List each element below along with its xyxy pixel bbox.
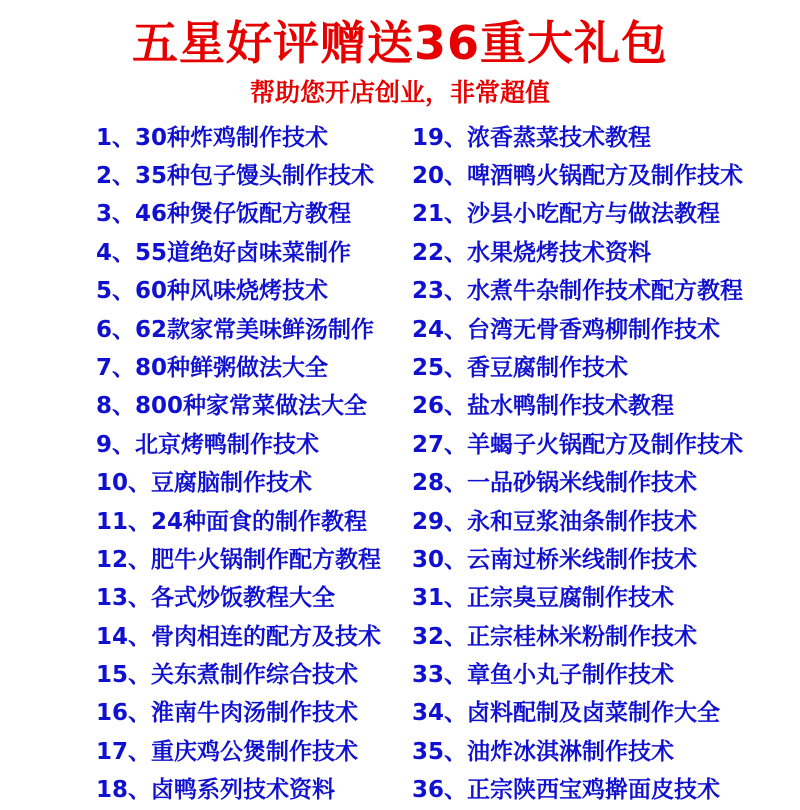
gift-list-right-column	[390, 119, 800, 810]
list-item: 25、香豆腐制作技术	[412, 354, 629, 381]
list-item: 24、台湾无骨香鸡柳制作技术	[412, 316, 721, 343]
list-item: 13、各式炒饭教程大全	[96, 585, 336, 612]
list-item: 34、卤料配制及卤菜制作大全	[412, 700, 721, 727]
list-item: 7、80种鲜粥做法大全	[96, 354, 329, 381]
list-item: 11、24种面食的制作教程	[96, 508, 368, 535]
list-item: 28、一品砂锅米线制作技术	[412, 470, 698, 497]
list-item: 30、云南过桥米线制作技术	[412, 546, 698, 573]
list-item: 31、正宗臭豆腐制作技术	[412, 585, 675, 612]
list-item: 16、淮南牛肉汤制作技术	[96, 700, 359, 727]
list-item: 15、关东煮制作综合技术	[96, 662, 359, 689]
list-item: 4、55道绝好卤味菜制作	[96, 239, 352, 266]
list-item: 23、水煮牛杂制作技术配方教程	[412, 278, 744, 305]
page-title: 五星好评赠送36重大礼包	[131, 16, 668, 70]
page-subtitle: 帮助您开店创业，非常超值	[249, 77, 550, 107]
list-item: 26、盐水鸭制作技术教程	[412, 393, 675, 420]
list-item: 19、浓香蒸菜技术教程	[412, 124, 652, 151]
list-item: 14、骨肉相连的配方及技术	[96, 623, 382, 650]
list-item: 21、沙县小吃配方与做法教程	[412, 201, 721, 228]
list-item: 6、62款家常美味鲜汤制作	[96, 316, 375, 343]
list-item: 35、油炸冰淇淋制作技术	[412, 738, 675, 765]
gift-list	[0, 115, 800, 810]
list-item: 20、啤酒鸭火锅配方及制作技术	[412, 162, 744, 189]
list-item: 36、正宗陕西宝鸡擀面皮技术	[412, 777, 721, 804]
list-item: 32、正宗桂林米粉制作技术	[412, 623, 698, 650]
list-item: 3、46种煲仔饭配方教程	[96, 201, 352, 228]
list-item: 12、肥牛火锅制作配方教程	[96, 546, 382, 573]
list-item: 33、章鱼小丸子制作技术	[412, 662, 675, 689]
list-item: 8、800种家常菜做法大全	[96, 393, 368, 420]
list-item: 29、永和豆浆油条制作技术	[412, 508, 698, 535]
list-item: 10、豆腐脑制作技术	[96, 470, 313, 497]
list-item: 2、35种包子馒头制作技术	[96, 162, 375, 189]
list-item: 27、羊蝎子火锅配方及制作技术	[412, 431, 744, 458]
list-item: 18、卤鸭系列技术资料	[96, 777, 336, 804]
list-item: 5、60种风味烧烤技术	[96, 278, 329, 305]
gift-list-left-column	[0, 119, 390, 810]
list-item: 1、30种炸鸡制作技术	[96, 124, 329, 151]
list-item: 22、水果烧烤技术资料	[412, 239, 652, 266]
list-item: 17、重庆鸡公煲制作技术	[96, 738, 359, 765]
list-item: 9、北京烤鸭制作技术	[96, 431, 320, 458]
